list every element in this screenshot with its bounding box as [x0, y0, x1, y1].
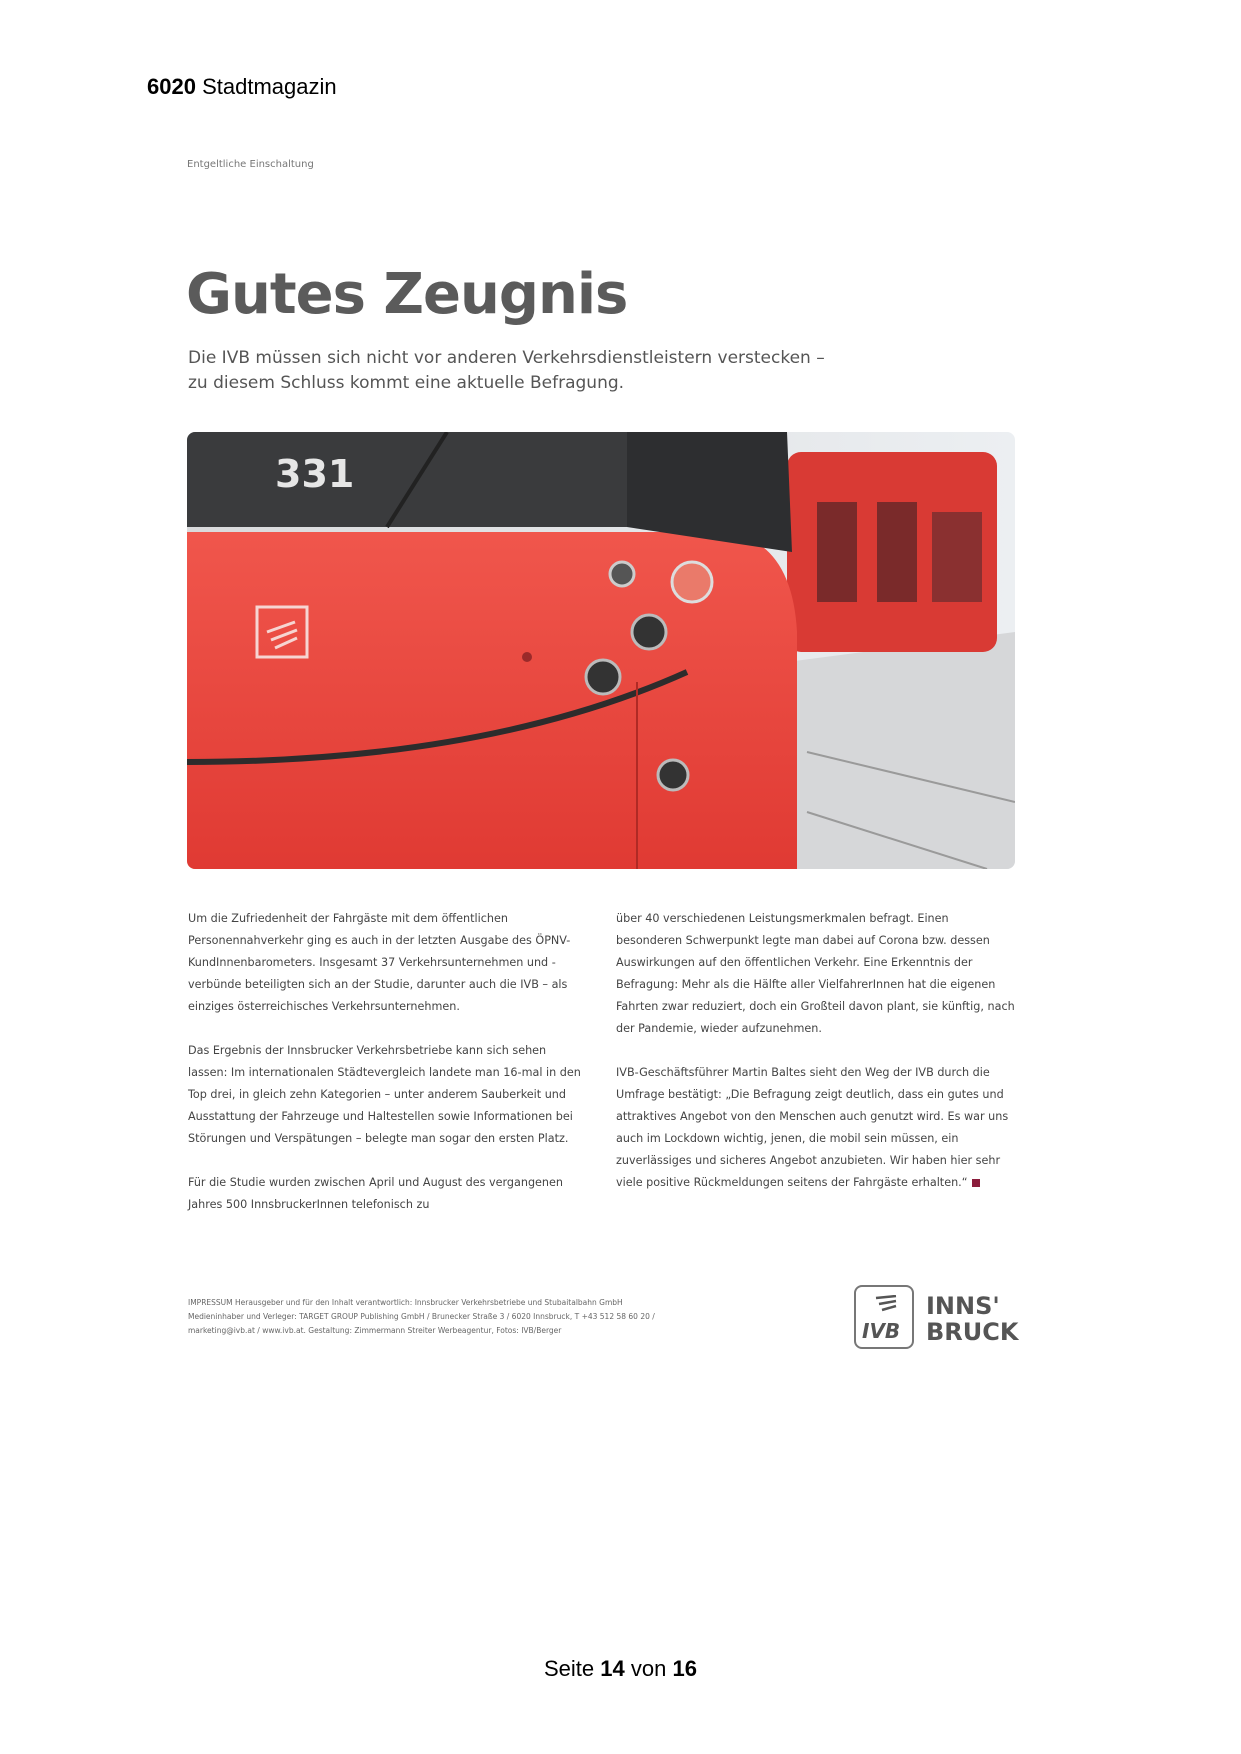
paragraph-with-endmark: [616, 1062, 1016, 1194]
footer-total: 16: [672, 1656, 697, 1681]
inns-text: INNS': [926, 1292, 1000, 1320]
end-mark: [972, 1179, 980, 1187]
innsbruck-wordmark: [926, 1293, 1018, 1345]
header-number: 6020: [147, 74, 196, 99]
subtitle-line-2: zu diesem Schluss kommt eine aktuelle Befragung.: [188, 373, 625, 393]
arrow-icon: [874, 1295, 898, 1313]
ad-label: Entgeltliche Einschaltung: [187, 159, 314, 170]
tram-number: 331: [275, 452, 355, 496]
header-title: Stadtmagazin: [202, 74, 337, 99]
impressum: [188, 1296, 748, 1338]
ivb-logo-box: [854, 1285, 914, 1349]
article-title: Gutes Zeugnis: [186, 262, 628, 327]
paragraph: Um die Zufriedenheit der Fahrgäste mit dem öffentlichen Personennahverkehr ging es auch in der letzten Ausgabe des ÖPNV-KundInnenbarometers. Insgesamt 37 Verkehrsunternehmen und -verbünde beteiligten sich an der Studie, darunter auch die IVB – als einziges österreichisches Verkehrsunternehmen.: [188, 912, 571, 1013]
subtitle-line-1: Die IVB müssen sich nicht vor anderen Verkehrsdienstleistern verstecken –: [188, 348, 825, 368]
impressum-line: IMPRESSUM Herausgeber und für den Inhalt verantwortlich: Innsbrucker Verkehrsbetriebe und Stubaitalbahn GmbH: [188, 1298, 623, 1307]
footer-page: 14: [600, 1656, 625, 1681]
article-column-2: [616, 908, 1016, 1216]
tram-photo: [187, 432, 1015, 869]
page-footer: [0, 1656, 1241, 1682]
footer-prefix: Seite: [544, 1656, 595, 1681]
impressum-line: Medieninhaber und Verleger: TARGET GROUP Publishing GmbH / Brunecker Straße 3 / 6020 Innsbruck, T +43 512 58 60 20 /: [188, 1312, 655, 1321]
paragraph: Für die Studie wurden zwischen April und August des vergangenen Jahres 500 InnsbruckerInnen telefonisch zu: [188, 1176, 563, 1211]
article-subtitle: [188, 346, 868, 396]
page-header: [147, 74, 337, 100]
paragraph: Das Ergebnis der Innsbrucker Verkehrsbetriebe kann sich sehen lassen: Im internationalen Städtevergleich landete man 16-mal in den Top drei, in gleich zehn Kategorien – unter anderem Sauberkeit und Ausstattung der Fahrzeuge und Haltestellen sowie Informationen bei Störungen und Verspätungen – belegte man sogar den ersten Platz.: [188, 1044, 581, 1145]
ivb-logo-text: IVB: [862, 1319, 901, 1343]
ivb-innsbruck-logo: [854, 1285, 1018, 1351]
footer-mid: von: [630, 1656, 667, 1681]
impressum-line: marketing@ivb.at / www.ivb.at. Gestaltung: Zimmermann Streiter Werbeagentur, Fotos: IVB/Berger: [188, 1326, 562, 1335]
article-column-1: [188, 908, 588, 1238]
paragraph: über 40 verschiedenen Leistungsmerkmalen befragt. Einen besonderen Schwerpunkt legte man dabei auf Corona bzw. dessen Auswirkungen auf den öffentlichen Verkehr. Eine Erkenntnis der Befragung: Mehr als die Hälfte aller VielfahrerInnen hat die eigenen Fahrten zwar reduziert, doch ein Großteil davon plant, sie künftig, nach der Pandemie, wieder aufzunehmen.: [616, 912, 1015, 1035]
paragraph: IVB-Geschäftsführer Martin Baltes sieht den Weg der IVB durch die Umfrage bestätigt: „Die Befragung zeigt deutlich, dass ein gutes und attraktives Angebot von den Menschen auch genutzt wird. Es war uns auch im Lockdown wichtig, jenen, die mobil sein müssen, ein zuverlässiges und sicheres Angebot anzubieten. Wir haben hier sehr viele positive Rückmeldungen seitens der Fahrgäste erhalten.“: [616, 1066, 1009, 1189]
bruck-text: BRUCK: [926, 1318, 1019, 1346]
